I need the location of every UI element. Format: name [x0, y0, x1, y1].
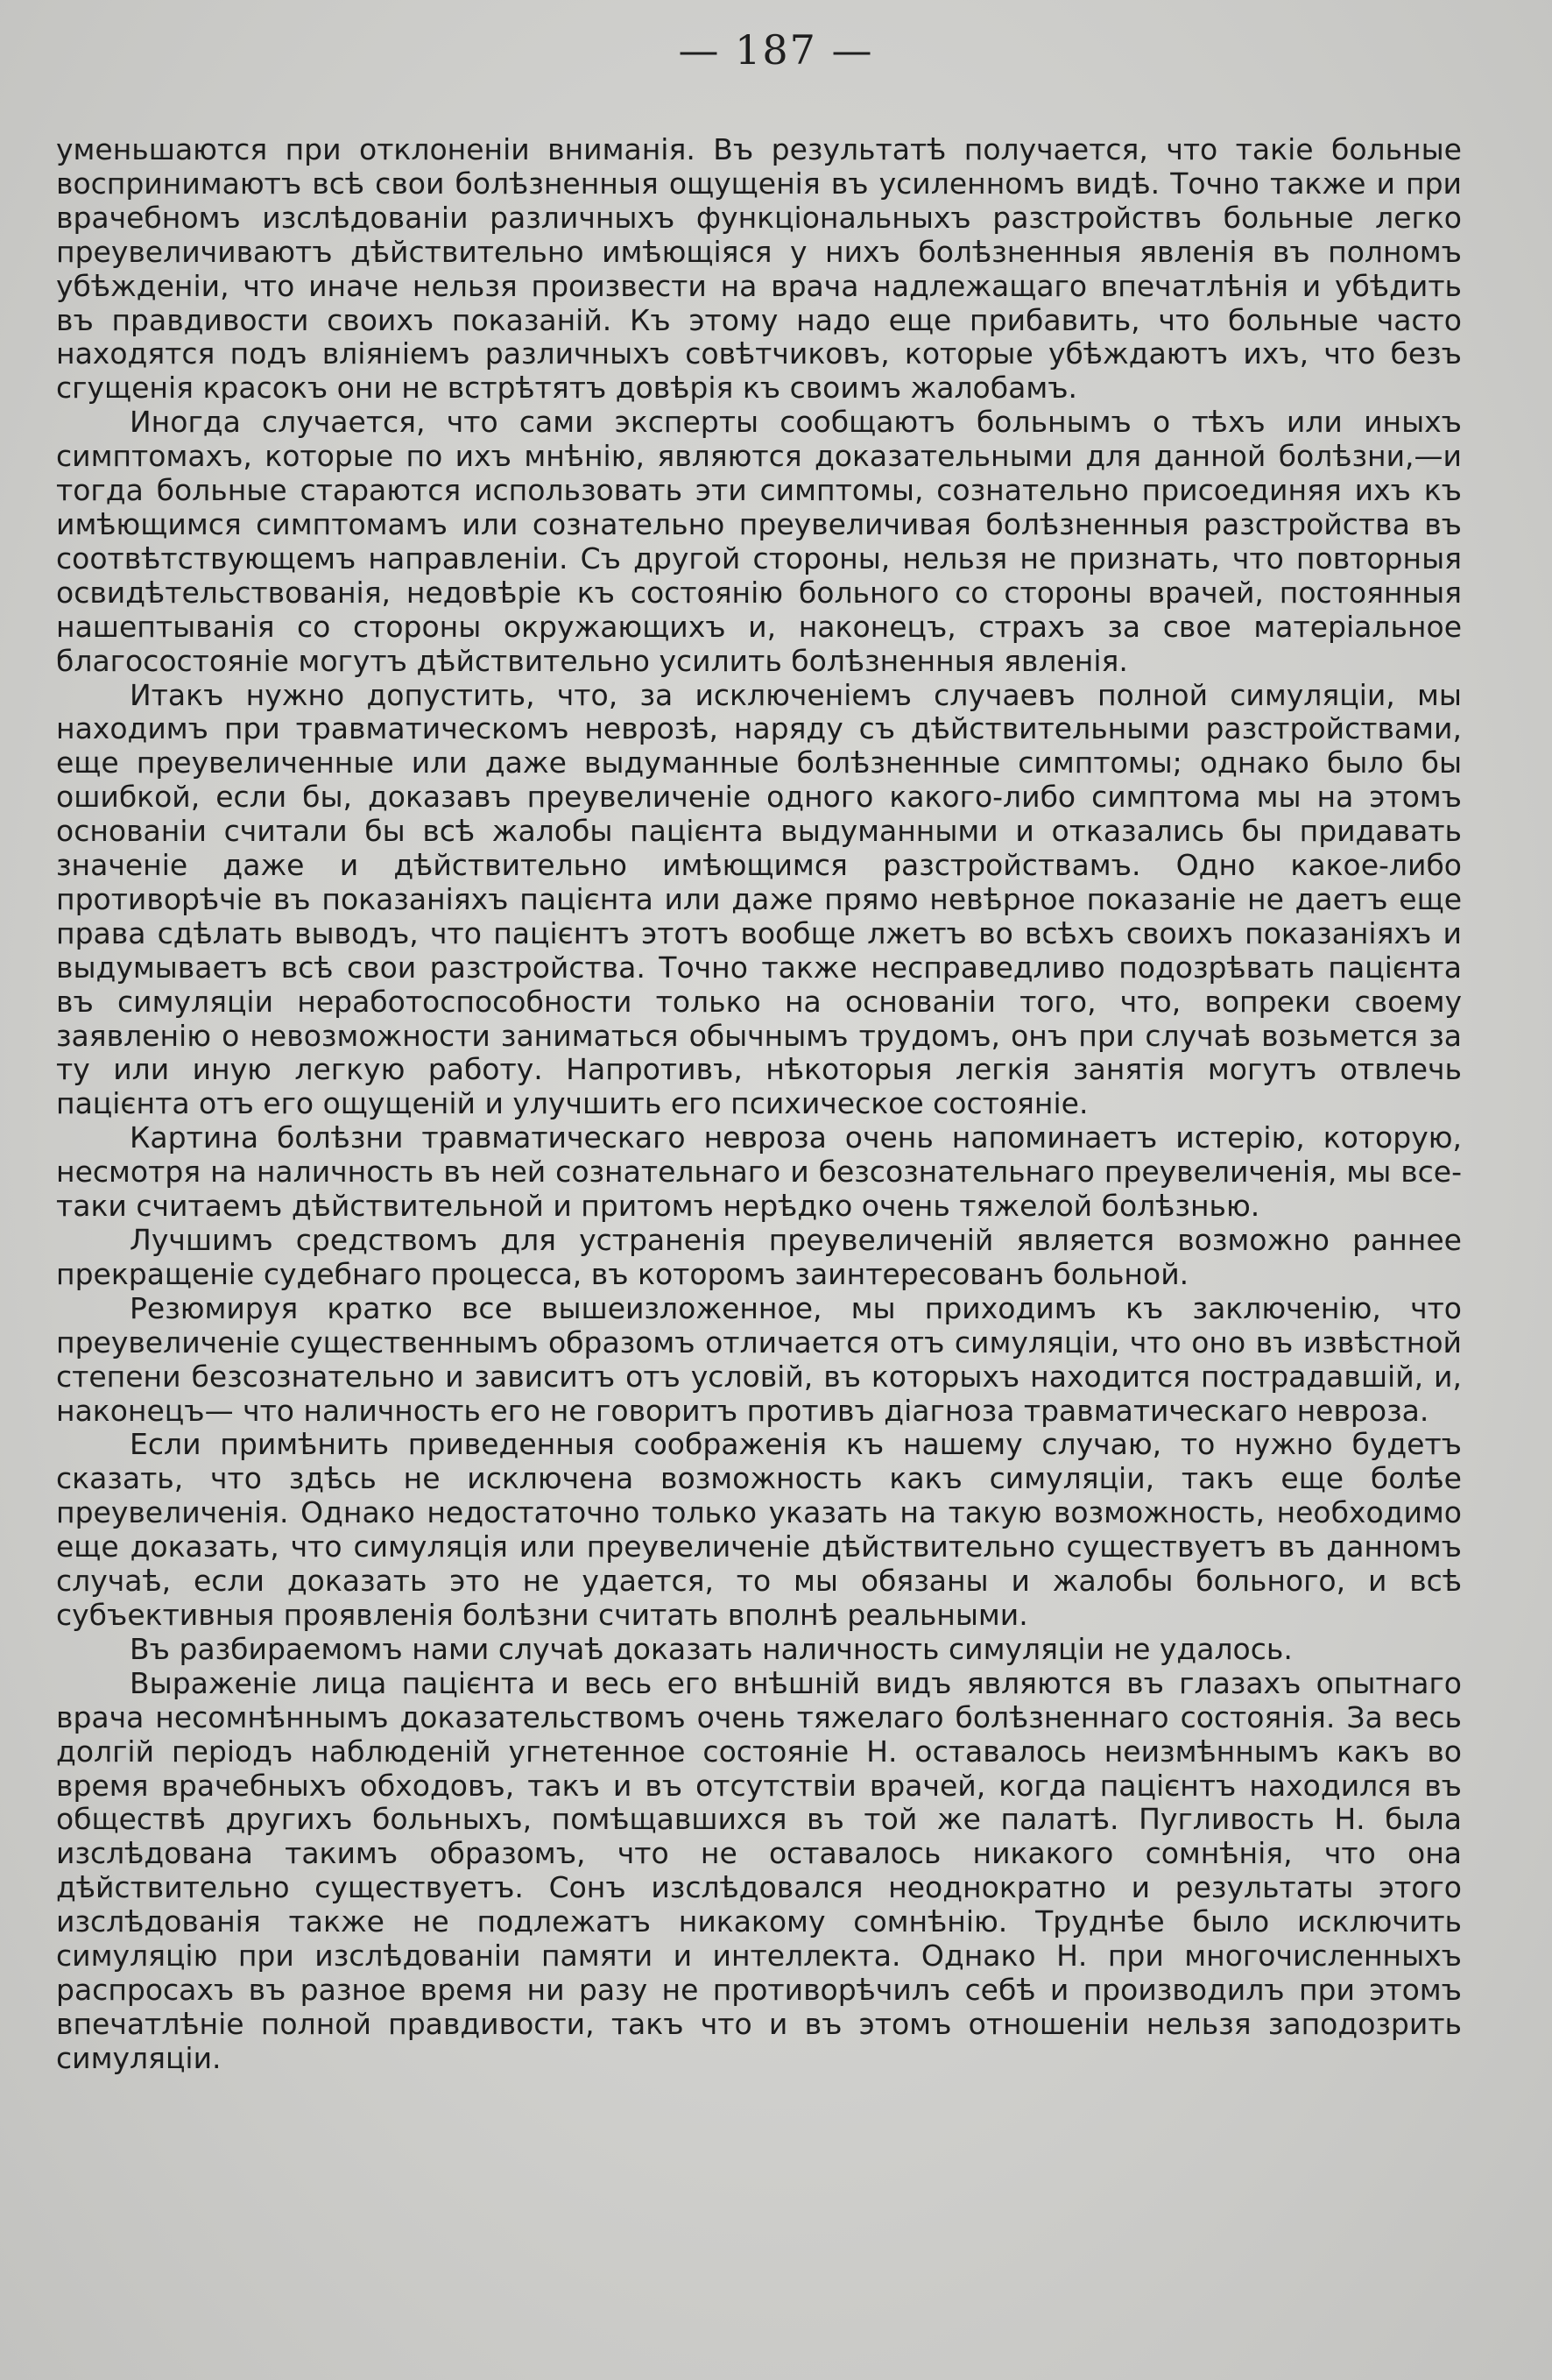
paragraph: Картина болѣзни травматическаго невроза очень напоминаетъ истерію, которую, несмотря на наличность въ ней сознательнаго и безсознательнаго преувеличенія, мы все-таки считаемъ дѣйствительной и притомъ нерѣдко очень тяжелой болѣзнью.	[56, 1120, 1462, 1224]
paragraph: Иногда случается, что сами эксперты сообщаютъ больнымъ о тѣхъ или иныхъ симптомахъ, которые по ихъ мнѣнію, являются доказательными для данной болѣзни,—и тогда больные стараются использовать эти симптомы, сознательно присоединяя ихъ къ имѣющимся симптомамъ или сознательно преувеличивая болѣзненныя разстройства въ соотвѣтствующемъ направленіи. Съ другой стороны, нельзя не признать, что повторныя освидѣтельствованія, недовѣріе къ состоянію больного со стороны врачей, постоянныя нашептыванія со стороны окружающихъ и, наконецъ, страхъ за свое матеріальное благосостояніе могутъ дѣйствительно усилить болѣзненныя явленія.	[56, 405, 1462, 678]
paragraph: Итакъ нужно допустить, что, за исключеніемъ случаевъ полной симуляціи, мы находимъ при травматическомъ неврозѣ, наряду съ дѣйствительными разстройствами, еще преувеличенные или даже выдуманные болѣзненные симптомы; однако было бы ошибкой, если бы, доказавъ преувеличеніе одного какого-либо симптома мы на этомъ основаніи считали бы всѣ жалобы пацієнта выдуманными и отказались бы придавать значеніе даже и дѣйствительно имѣющимся разстройствамъ. Одно какое-либо противорѣчіе въ показаніяхъ пацієнта или даже прямо невѣрное показаніе не даетъ еще права сдѣлать выводъ, что пацієнтъ этотъ вообще лжетъ во всѣхъ своихъ показаніяхъ и выдумываетъ всѣ свои разстройства. Точно также несправедливо подозрѣвать пацієнта въ симуляціи неработоспособности только на основаніи того, что, вопреки своему заявленію о невозможности заниматься обычнымъ трудомъ, онъ при случаѣ возьмется за ту или иную легкую работу. Напротивъ, нѣкоторыя легкія занятія могутъ отвлечь пацієнта отъ его ощущеній и улучшить его психическое состояніе.	[56, 677, 1462, 1121]
paragraph: Въ разбираемомъ нами случаѣ доказать наличность симуляціи не удалось.	[130, 1631, 1293, 1666]
paragraph: уменьшаются при отклоненіи вниманія. Въ результатѣ получается, что такіе больные воспринимаютъ всѣ свои болѣзненныя ощущенія въ усиленномъ видѣ. Точно также и при врачебномъ изслѣдованіи различныхъ функціональныхъ разстройствъ больные легко преувеличиваютъ дѣйствительно имѣющіяся у нихъ болѣзненныя явленія въ полномъ убѣжденіи, что иначе нельзя произвести на врача надлежащаго впечатлѣнія и убѣдить въ правдивости своихъ показаній. Къ этому надо еще прибавить, что больные часто находятся подъ вліяніемъ различныхъ совѣтчиковъ, которые убѣждаютъ ихъ, что безъ сгущенія красокъ они не встрѣтятъ довѣрія къ своимъ жалобамъ.	[56, 132, 1462, 406]
paragraph: Если примѣнить приведенныя соображенія къ нашему случаю, то нужно будетъ сказать, что здѣсь не исключена возможность какъ симуляціи, такъ еще болѣе преувеличенія. Однако недостаточно только указать на такую возможность, необходимо еще доказать, что симуляція или преувеличеніе дѣйствительно существуетъ въ данномъ случаѣ, если доказать это не удается, то мы обязаны и жалобы больного, и всѣ субъективныя проявленія болѣзни считать вполнѣ реальными.	[56, 1427, 1462, 1632]
paragraph: Лучшимъ средствомъ для устраненія преувеличеній является возможно раннее прекращеніе судебнаго процесса, въ которомъ заинтересованъ больной.	[56, 1223, 1462, 1291]
paragraph: Выраженіе лица пацієнта и весь его внѣшній видъ являются въ глазахъ опытнаго врача несомнѣннымъ доказательствомъ очень тяжелаго болѣзненнаго состоянія. За весь долгій періодъ наблюденій угнетенное состояніе Н. оставалось неизмѣннымъ какъ во время врачебныхъ обходовъ, такъ и въ отсутствіи врачей, когда пацієнтъ находился въ обществѣ другихъ больныхъ, помѣщавшихся въ той же палатѣ. Пугливость Н. была изслѣдована такимъ образомъ, что не оставалось никакого сомнѣнія, что она дѣйствительно существуетъ. Сонъ изслѣдовался неоднократно и результаты этого изслѣдованія также не подлежатъ никакому сомнѣнію. Труднѣе было исключить симуляцію при изслѣдованіи памяти и интеллекта. Однако Н. при многочисленныхъ распросахъ въ разное время ни разу не противорѣчилъ себѣ и производилъ при этомъ впечатлѣніе полной правдивости, такъ что и въ этомъ отношеніи нельзя заподозрить симуляціи.	[56, 1665, 1462, 2075]
paragraph: Резюмируя кратко все вышеизложенное, мы приходимъ къ заключенію, что преувеличеніе существеннымъ образомъ отличается отъ симуляціи, что оно въ извѣстной степени безсознательно и зависитъ отъ условій, въ которыхъ находится пострадавшій, и, наконецъ— что наличность его не говоритъ противъ діагноза травматическаго невроза.	[56, 1290, 1462, 1428]
page-number: — 187 —	[678, 26, 874, 74]
body-text	[56, 133, 1462, 2076]
